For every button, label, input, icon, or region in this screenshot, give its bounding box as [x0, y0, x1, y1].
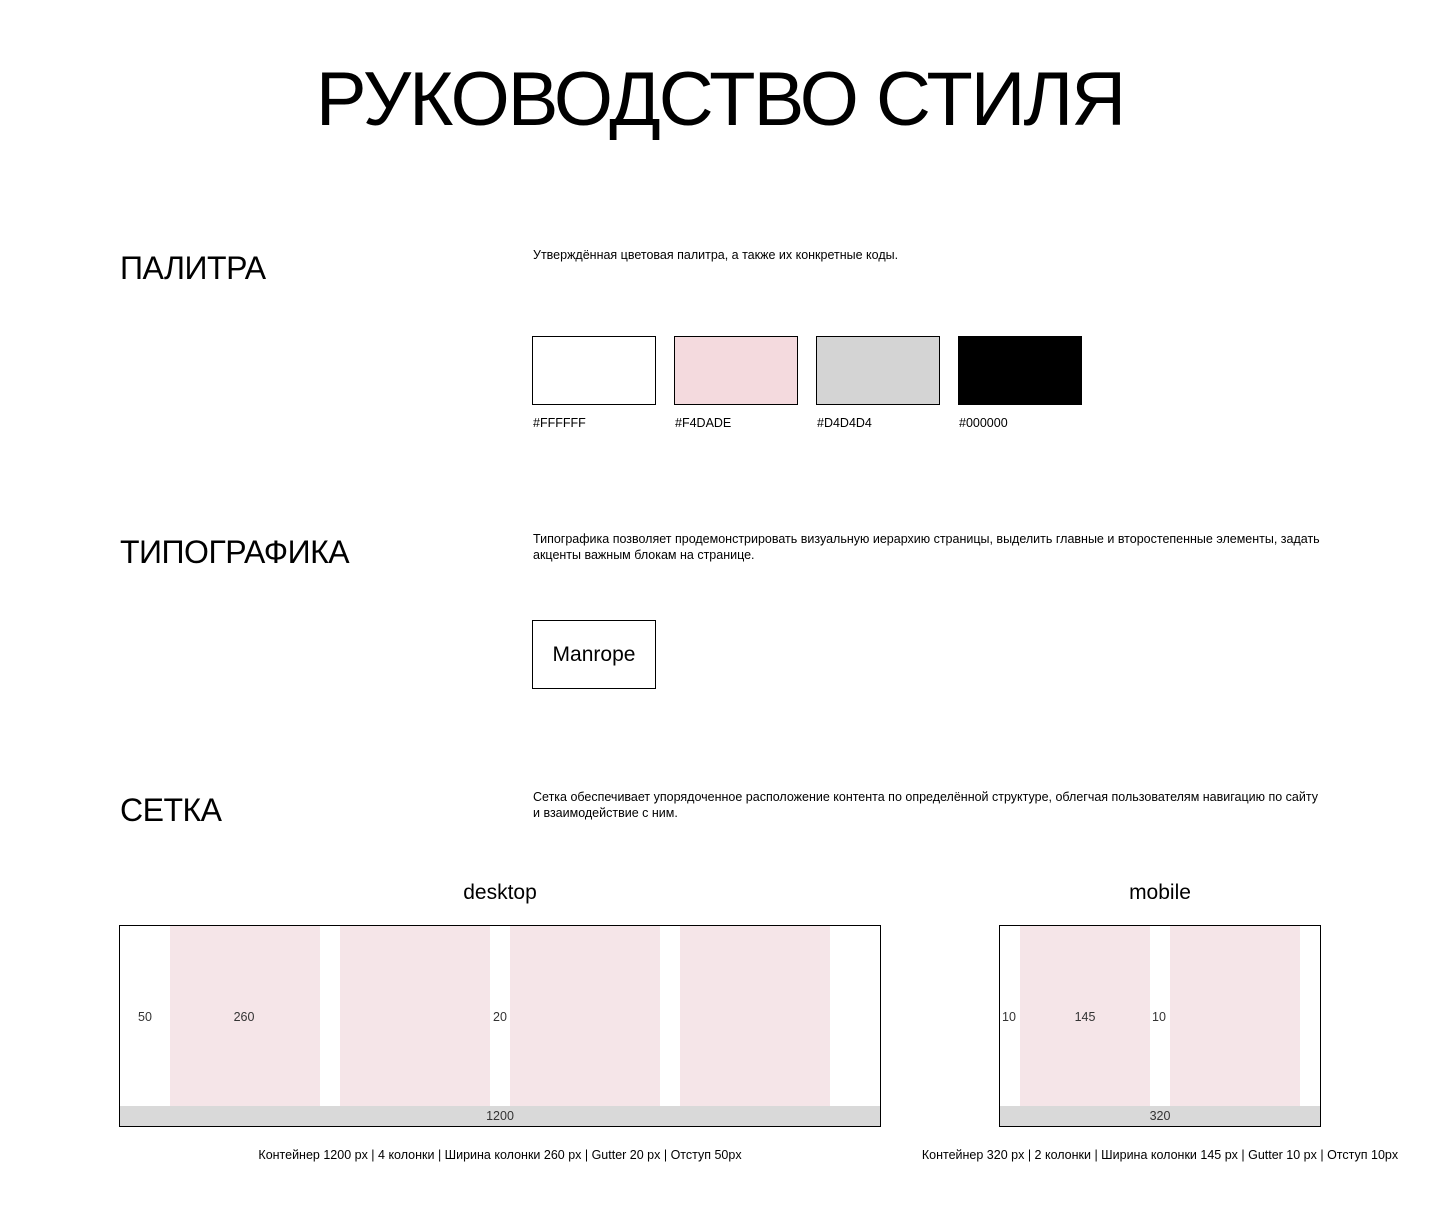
desktop-container-bar: 1200: [120, 1106, 880, 1126]
swatch-black: [958, 336, 1082, 405]
desktop-grid-column-2: [340, 926, 490, 1106]
swatch-code-gray: #D4D4D4: [817, 416, 872, 430]
desktop-column-width-value: 260: [233, 1010, 255, 1024]
desktop-gutter-value: 20: [493, 1010, 507, 1024]
grid-description: Сетка обеспечивает упорядоченное расположение контента по определённой структуре, облегчая пользователям навигацию по сайту и взаимодействие с ним.: [533, 790, 1318, 820]
desktop-grid-column-4: [680, 926, 830, 1106]
palette-description: Утверждённая цветовая палитра, а также их конкретные коды.: [533, 248, 899, 262]
typography-description: Типографика позволяет продемонстрировать визуальную иерархию страницы, выделить главные и второстепенные элементы, задать акценты важным блокам на странице.: [533, 532, 1320, 562]
desktop-grid-label: desktop: [463, 881, 537, 904]
swatch-code-white: #FFFFFF: [533, 416, 586, 430]
desktop-grid-column-3: [510, 926, 660, 1106]
swatch-code-black: #000000: [959, 416, 1008, 430]
mobile-grid-caption: Контейнер 320 px | 2 колонки | Ширина колонки 145 px | Gutter 10 px | Отступ 10px: [921, 1148, 1399, 1162]
desktop-grid-caption: Контейнер 1200 px | 4 колонки | Ширина колонки 260 px | Gutter 20 px | Отступ 50px: [258, 1148, 742, 1162]
swatch-gray: [816, 336, 940, 405]
mobile-offset-value: 10: [1002, 1010, 1016, 1024]
desktop-offset-value: 50: [138, 1010, 152, 1024]
typography-heading: ТИПОГРАФИКА: [120, 534, 350, 570]
page-title: РУКОВОДСТВО СТИЛЯ: [315, 57, 1125, 142]
mobile-column-width-value: 145: [1074, 1010, 1096, 1024]
mobile-gutter-value: 10: [1152, 1010, 1166, 1024]
mobile-grid-label: mobile: [1129, 881, 1191, 904]
mobile-container-bar: 320: [1000, 1106, 1320, 1126]
swatch-white: [532, 336, 656, 405]
font-sample-name: Manrope: [552, 642, 636, 666]
mobile-grid-column-2: [1170, 926, 1300, 1106]
desktop-grid-frame: [119, 925, 881, 1127]
font-sample-card: [532, 620, 656, 689]
swatch-pink: [674, 336, 798, 405]
palette-heading: ПАЛИТРА: [120, 250, 266, 286]
grid-heading: СЕТКА: [120, 792, 222, 828]
swatch-code-pink: #F4DADE: [675, 416, 732, 430]
mobile-grid-frame: [999, 925, 1321, 1127]
